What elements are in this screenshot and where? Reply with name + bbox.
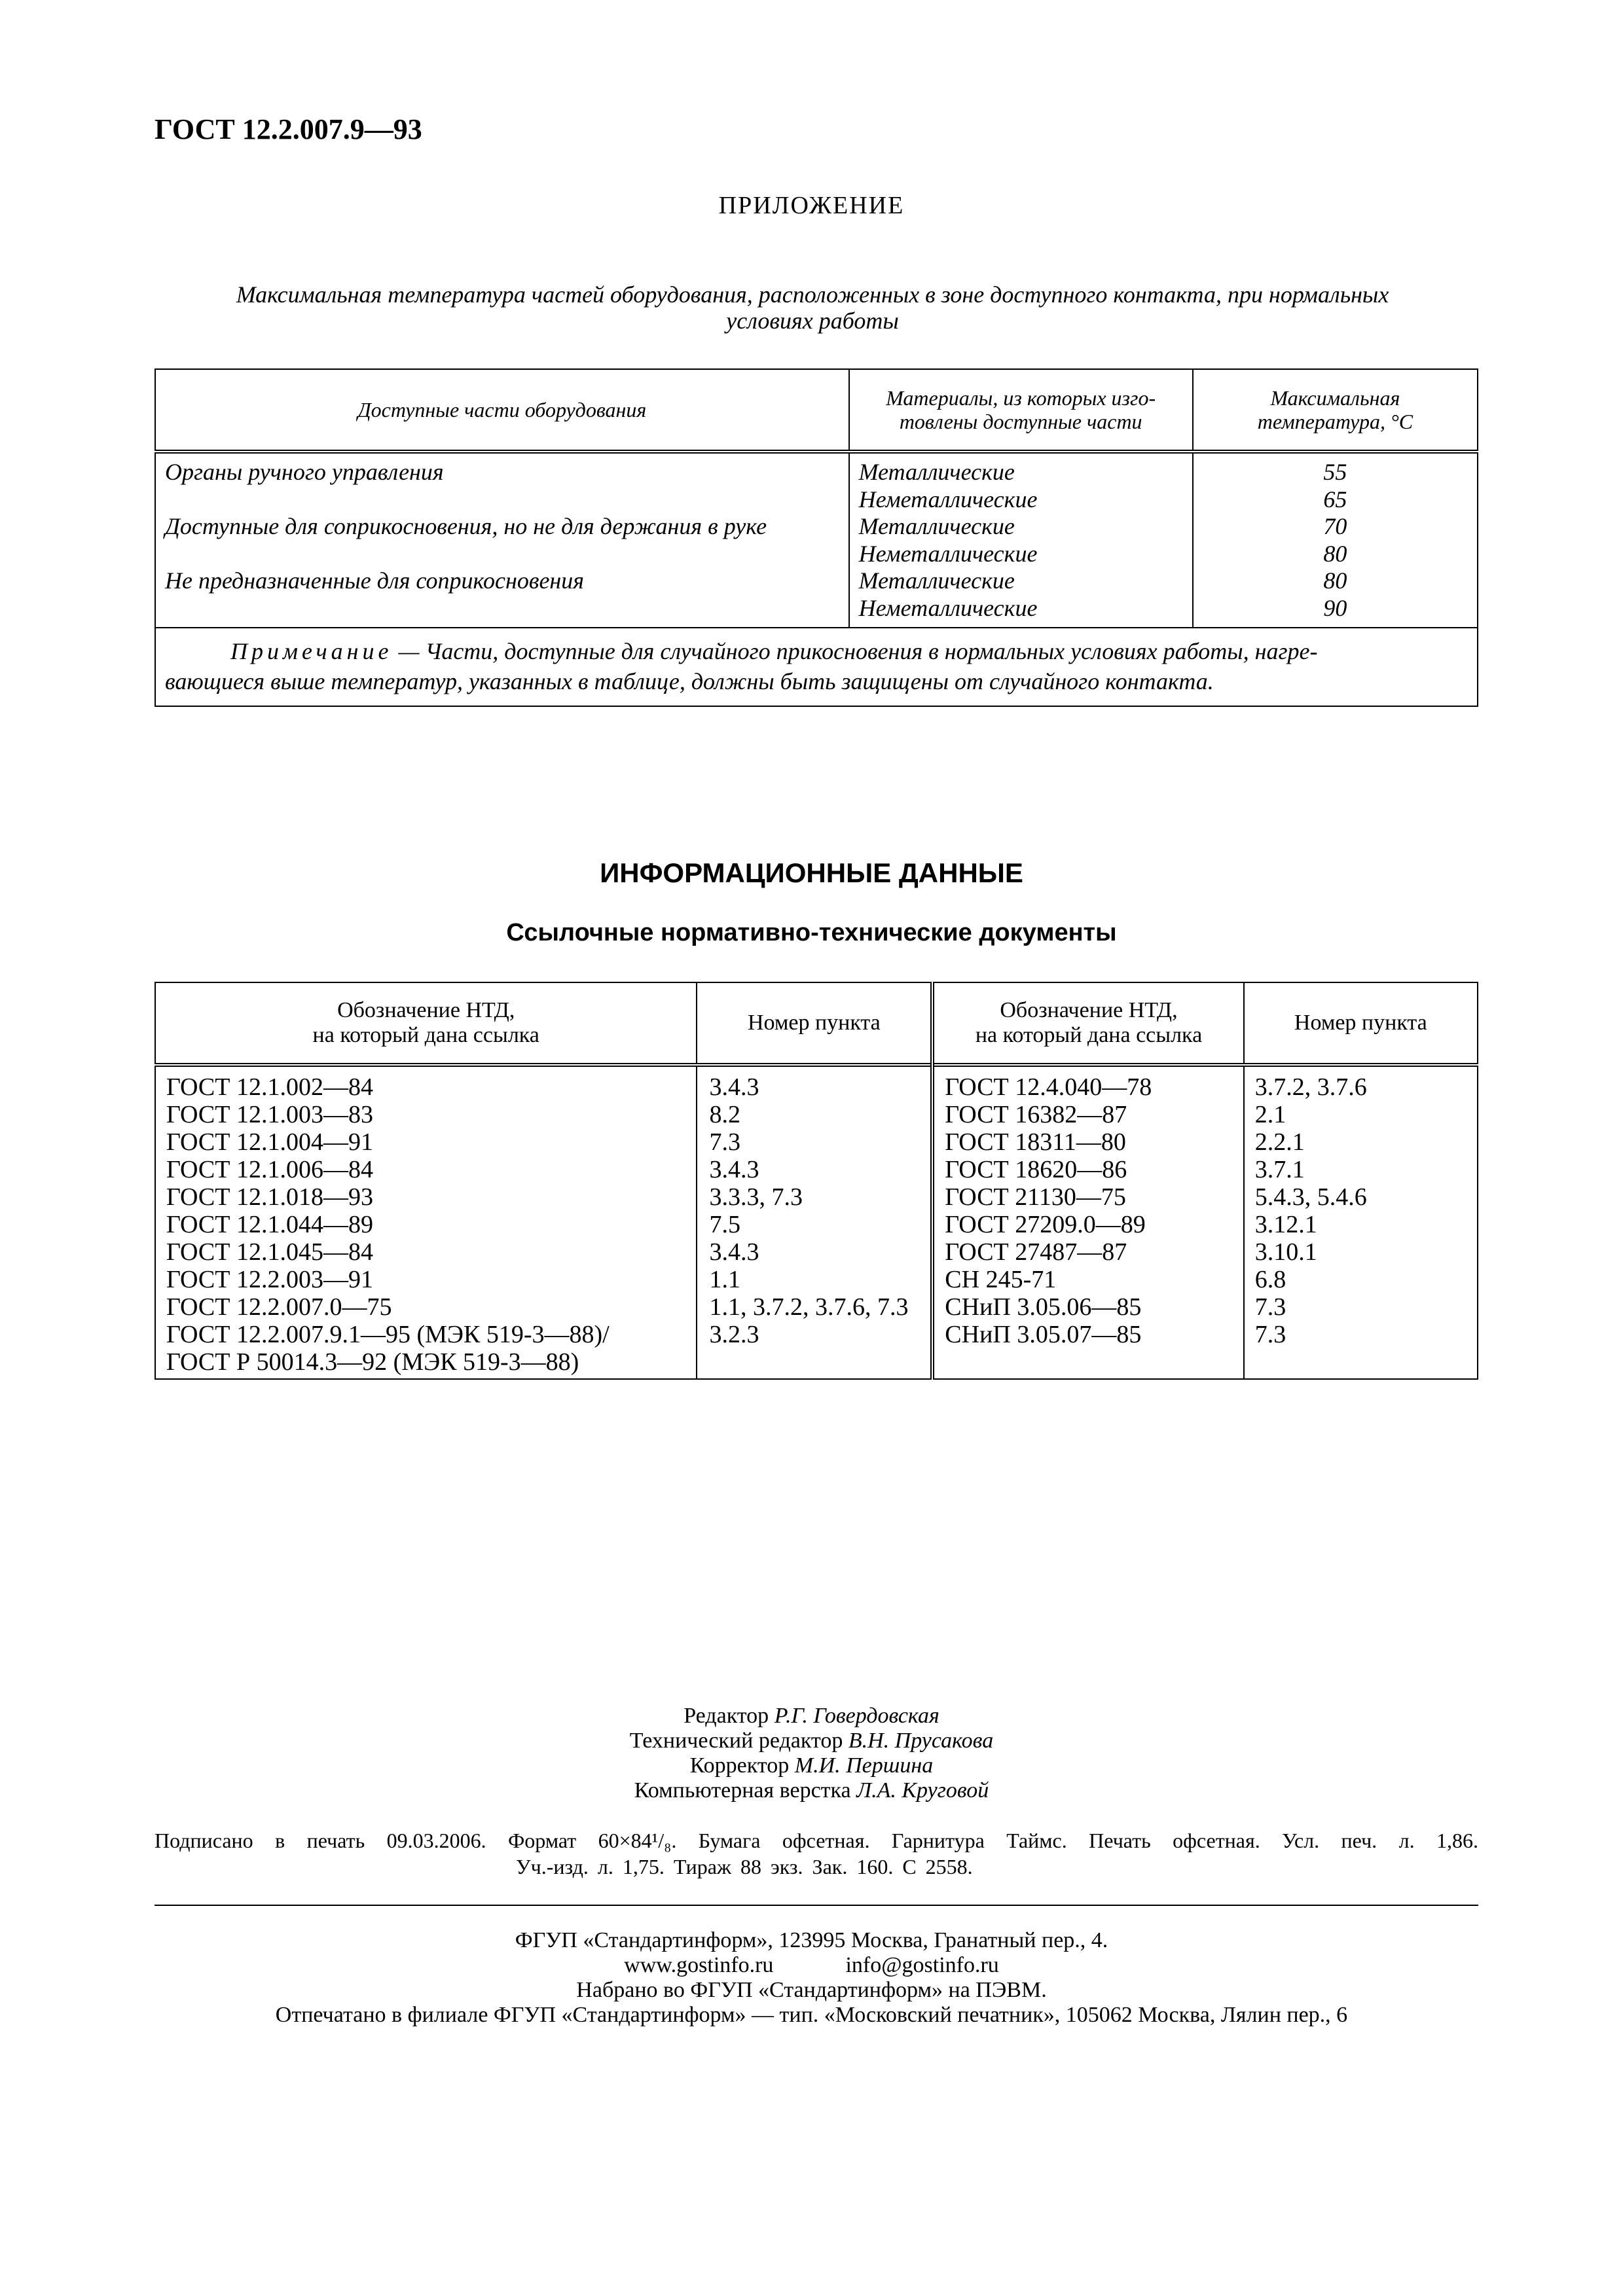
clause-number: 3.3.3, 7.3 (709, 1183, 803, 1211)
publisher-info (0, 1928, 1623, 2028)
header-doc-line-2: на который дана ссылка (312, 1023, 539, 1047)
clause-number: 3.12.1 (1254, 1211, 1317, 1238)
clause-number: 6.8 (1254, 1266, 1286, 1293)
materials-column (849, 452, 1193, 628)
header-temperature-line-2: температура, °С (1257, 410, 1413, 433)
doc-designation: СНиП 3.05.07—85 (945, 1321, 1142, 1348)
header-clause-left: Номер пункта (697, 982, 932, 1065)
material-cell: Металлические (858, 567, 1015, 594)
header-accessible-parts: Доступные части оборудования (155, 369, 849, 452)
right-clauses-column (1244, 1065, 1478, 1379)
doc-designation: ГОСТ 12.2.007.9.1—95 (МЭК 519-3—88)/ (166, 1321, 610, 1348)
doc-designation: ГОСТ 12.1.002—84 (166, 1073, 373, 1101)
credit-name: М.И. Першина (794, 1753, 934, 1778)
temperature-cell: 70 (1323, 513, 1347, 539)
clause-number: 7.5 (709, 1211, 740, 1238)
table-note (155, 628, 1478, 706)
temperature-cell: 90 (1323, 594, 1347, 621)
credit-role: Корректор (689, 1753, 790, 1778)
right-docs-column (932, 1065, 1243, 1379)
clause-number: 1.1 (709, 1266, 740, 1293)
doc-designation: ГОСТ Р 50014.3—92 (МЭК 519-3—88) (166, 1348, 579, 1376)
clause-number: 3.4.3 (709, 1238, 759, 1266)
appendix-caption (155, 281, 1470, 334)
gost-number-header: ГОСТ 12.2.007.9—93 (155, 113, 422, 145)
publisher-address: ФГУП «Стандартинформ», 123995 Москва, Гранатный пер., 4. (515, 1928, 1108, 1952)
part-cell: Доступные для соприкосновения, но не для держания в руке (165, 513, 767, 539)
reference-docs-subtitle: Ссылочные нормативно-технические документы (506, 919, 1117, 946)
left-clauses-column (697, 1065, 932, 1379)
header-clause-right: Номер пункта (1244, 982, 1478, 1065)
print-info-line-2: Уч.-изд. л. 1,75. Тираж 88 экз. Зак. 160. С 2558. (516, 1855, 973, 1878)
doc-designation: ГОСТ 21130—75 (945, 1183, 1126, 1211)
table-note-line-2: вающиеся выше температур, указанных в таблице, должны быть защищены от случайного контакта. (165, 668, 1214, 694)
header-materials (849, 369, 1193, 452)
header-materials-line-2: товлены доступные части (899, 410, 1142, 433)
material-cell: Неметаллические (858, 486, 1038, 512)
publisher-contacts (0, 1953, 1623, 1978)
header-doc-designation-right (932, 982, 1243, 1065)
divider-line (155, 1905, 1478, 1906)
clause-number: 3.7.2, 3.7.6 (1254, 1073, 1367, 1101)
material-cell: Металлические (858, 513, 1015, 539)
temperature-table-header-row (155, 369, 1478, 452)
header-doc-designation-left (155, 982, 697, 1065)
part-cell (165, 595, 839, 622)
part-cell: Не предназначенные для соприкосновения (165, 567, 585, 594)
credit-editor (0, 1704, 1623, 1729)
clause-number: 3.10.1 (1254, 1238, 1317, 1266)
material-cell: Неметаллические (858, 594, 1038, 621)
reference-documents-table (155, 982, 1478, 1380)
clause-number: 7.3 (1254, 1293, 1286, 1321)
temperature-cell: 65 (1323, 486, 1347, 512)
temperature-table-note-row (155, 628, 1478, 706)
doc-designation: ГОСТ 12.1.044—89 (166, 1211, 373, 1238)
publisher-website-link[interactable]: www.gostinfo.ru (624, 1953, 774, 1977)
note-text: — Части, доступные для случайного прикосновения в нормальных условиях работы, нагре- (398, 638, 1318, 664)
part-cell: Органы ручного управления (165, 459, 444, 485)
clause-number: 3.7.1 (1254, 1156, 1305, 1183)
appendix-caption-line-2: условиях работы (726, 308, 899, 334)
doc-designation: ГОСТ 12.1.004—91 (166, 1128, 373, 1156)
credit-layout (0, 1778, 1623, 1803)
doc-designation: ГОСТ 12.1.003—83 (166, 1101, 373, 1128)
clause-number: 3.4.3 (709, 1156, 759, 1183)
temperature-table-body-row (155, 452, 1478, 628)
print-info-line-1: Подписано в печать 09.03.2006. Формат 60×84¹/₈. Бумага офсетная. Гарнитура Таймс. Печать офсетная. Усл. печ. л. 1,86. (155, 1829, 1478, 1852)
material-cell: Неметаллические (858, 540, 1038, 567)
credit-corrector (0, 1753, 1623, 1778)
clause-number: 7.3 (1254, 1321, 1286, 1348)
doc-designation: СНиП 3.05.06—85 (945, 1293, 1142, 1321)
header-doc-line-1: Обозначение НТД, (337, 998, 515, 1022)
doc-designation: ГОСТ 12.2.003—91 (166, 1266, 373, 1293)
reference-table-body-row (155, 1065, 1478, 1379)
clause-number: 8.2 (709, 1101, 740, 1128)
doc-designation: СН 245-71 (945, 1266, 1057, 1293)
credit-name: Л.А. Круговой (856, 1778, 989, 1803)
header-doc-line-2: на который дана ссылка (975, 1023, 1203, 1047)
publisher-typeset: Набрано во ФГУП «Стандартинформ» на ПЭВМ. (576, 1978, 1047, 2002)
doc-designation: ГОСТ 12.1.018—93 (166, 1183, 373, 1211)
appendix-caption-line-1: Максимальная температура частей оборудования, расположенных в зоне доступного контакта, при нормальных (236, 281, 1389, 308)
doc-designation: ГОСТ 27487—87 (945, 1238, 1127, 1266)
clause-number: 5.4.3, 5.4.6 (1254, 1183, 1367, 1211)
info-data-title: ИНФОРМАЦИОННЫЕ ДАННЫЕ (600, 857, 1023, 888)
credit-tech-editor (0, 1729, 1623, 1753)
publisher-email-link[interactable]: info@gostinfo.ru (845, 1953, 999, 1977)
material-cell: Металлические (858, 459, 1015, 485)
credit-role: Компьютерная верстка (634, 1778, 851, 1803)
appendix-title: ПРИЛОЖЕНИЕ (718, 192, 905, 219)
credit-name: Р.Г. Говердовская (774, 1704, 939, 1728)
print-info (155, 1827, 1478, 1880)
temperature-cell: 80 (1323, 540, 1347, 567)
clause-number: 3.4.3 (709, 1073, 759, 1101)
doc-designation: ГОСТ 12.2.007.0—75 (166, 1293, 392, 1321)
clause-number: 7.3 (709, 1128, 740, 1156)
header-temperature-line-1: Максимальная (1270, 386, 1400, 410)
part-cell (165, 486, 839, 514)
clause-number: 1.1, 3.7.2, 3.7.6, 7.3 (709, 1293, 909, 1321)
doc-designation: ГОСТ 12.4.040—78 (945, 1073, 1152, 1101)
doc-designation: ГОСТ 18311—80 (945, 1128, 1126, 1156)
credit-role: Редактор (684, 1704, 769, 1728)
temperature-cell: 55 (1323, 459, 1347, 485)
temperature-cell: 80 (1323, 567, 1347, 594)
header-max-temperature (1193, 369, 1478, 452)
doc-designation: ГОСТ 12.1.045—84 (166, 1238, 373, 1266)
header-materials-line-1: Материалы, из которых изго- (886, 386, 1156, 410)
reference-table-header-row (155, 982, 1478, 1065)
temperature-table (155, 368, 1478, 707)
left-docs-column (155, 1065, 697, 1379)
publisher-printed: Отпечатано в филиале ФГУП «Стандартинформ» — тип. «Московский печатник», 105062 Москва, Лялин пер., 6 (275, 2003, 1348, 2027)
temperature-column (1193, 452, 1478, 628)
table-note-line-1 (165, 636, 1468, 666)
header-doc-line-1: Обозначение НТД, (1000, 998, 1178, 1022)
doc-designation: ГОСТ 16382—87 (945, 1101, 1127, 1128)
parts-column (155, 452, 849, 628)
note-label: Примечание (230, 638, 393, 664)
clause-number: 2.2.1 (1254, 1128, 1305, 1156)
editorial-credits (0, 1704, 1623, 1803)
clause-number: 2.1 (1254, 1101, 1286, 1128)
doc-designation: ГОСТ 18620—86 (945, 1156, 1127, 1183)
credit-role: Технический редактор (629, 1729, 843, 1753)
doc-designation: ГОСТ 12.1.006—84 (166, 1156, 373, 1183)
clause-number: 3.2.3 (709, 1321, 759, 1348)
doc-designation: ГОСТ 27209.0—89 (945, 1211, 1146, 1238)
credit-name: В.Н. Прусакова (848, 1729, 994, 1753)
part-cell (165, 541, 839, 568)
